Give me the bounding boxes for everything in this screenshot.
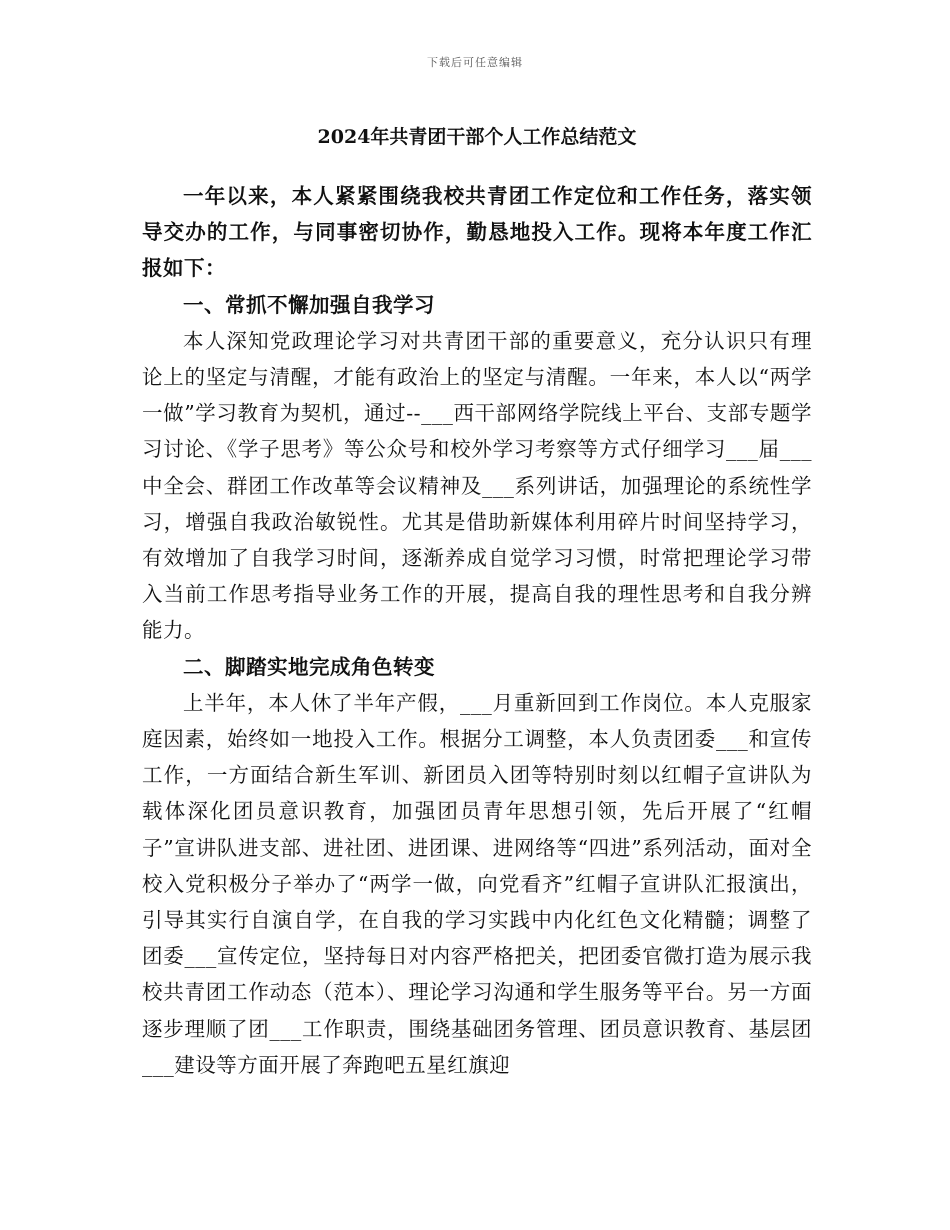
document-title: 2024年共青团干部个人工作总结范文 [317,126,637,148]
section-1-body: 本人深知党政理论学习对共青团干部的重要意义，充分认识只有理论上的坚定与清醒，才能有政治上的坚定与清醒。一年来，本人以“两学一做”学习教育为契机，通过--___西干部网络学院线上平台、支部专题学习讨论、《学子思考》等公众号和校外学习考察等方式仔细学习___届___中全会、群团工作改革等会议精神及___系列讲话，加强理论的系统性学习，增强自我政治敏锐性。尤其是借助新媒体利用碎片时间坚持学习，有效增加了自我学习时间，逐渐养成自觉学习习惯，时常把理论学习带入当前工作思考指导业务工作的开展，提高自我的理性思考和自我分辨能力。 [142,328,812,643]
section-2-heading: 二、脚踏实地完成角色转变 [183,654,435,679]
header-note: 下载后可任意编辑 [427,56,523,69]
section-2-body: 上半年，本人休了半年产假，___月重新回到工作岗位。本人克服家庭因素，始终如一地投入工作。根据分工调整，本人负责团委___和宣传工作，一方面结合新生军训、新团员入团等特别时刻以红帽子宣讲队为载体深化团员意识教育，加强团员青年思想引领，先后开展了“红帽子”宣讲队进支部、进社团、进团课、进网络等“四进”系列活动，面对全校入党积极分子举办了“两学一做，向党看齐”红帽子宣讲队汇报演出，引导其实行自演自学，在自我的学习实践中内化红色文化精髓；调整了团委___宣传定位，坚持每日对内容严格把关，把团委官微打造为展示我校共青团工作动态（范本）、理论学习沟通和学生服务等平台。另一方面逐步理顺了团___工作职责，围绕基础团务管理、团员意识教育、基层团___建设等方面开展了奔跑吧五星红旗迎 [142,690,812,1077]
intro-paragraph: 一年以来，本人紧紧围绕我校共青团工作定位和工作任务，落实领导交办的工作，与同事密切协作，勤恳地投入工作。现将本年度工作汇报如下： [142,184,812,281]
document-body [142,122,812,1083]
section-1-heading: 一、常抓不懈加强自我学习 [183,292,435,317]
